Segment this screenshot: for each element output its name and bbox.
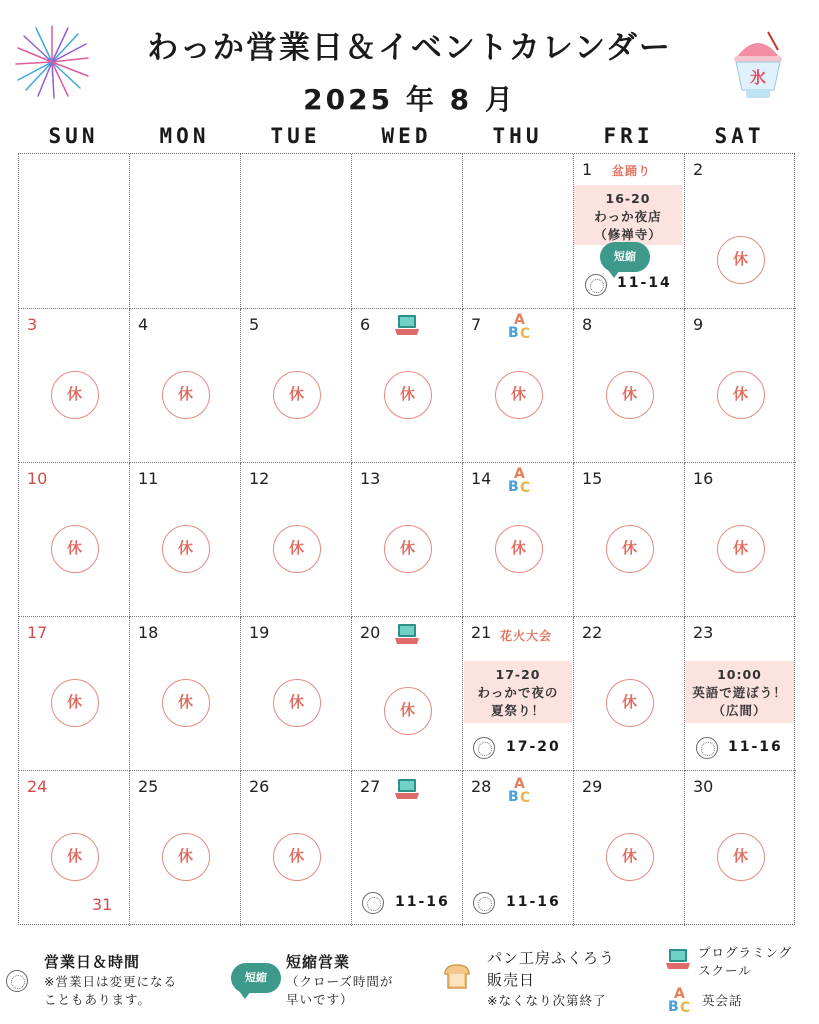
day-number-27: 27 (360, 777, 381, 796)
calendar-cell (463, 154, 574, 309)
laptop-icon (664, 947, 692, 971)
event-place: （広間） (712, 703, 767, 718)
abc-blocks-icon: A B C (508, 312, 531, 342)
day-number-4: 4 (138, 315, 149, 334)
closed-badge: 休 (384, 687, 432, 735)
closed-badge: 休 (717, 833, 765, 881)
event-title: わっかで夜の (477, 685, 559, 700)
day-number-8: 8 (582, 315, 593, 334)
day-number-2: 2 (693, 160, 704, 179)
day-number-18: 18 (138, 623, 159, 642)
closed-badge: 休 (384, 371, 432, 419)
wakka-logo-icon (6, 970, 28, 992)
closed-badge: 休 (51, 525, 99, 573)
legend-programming (698, 944, 792, 980)
calendar-cell (241, 154, 352, 309)
wakka-logo-icon (696, 737, 718, 759)
day-number-19: 19 (249, 623, 270, 642)
legend-hours-title: 営業日＆時間 (44, 953, 141, 971)
abc-blocks-icon: A B C (668, 986, 691, 1016)
legend-bread-title-line: パン工房ふくろう (487, 949, 616, 967)
closed-badge: 休 (51, 679, 99, 727)
day-number-20: 20 (360, 623, 381, 642)
day-number-10: 10 (27, 469, 48, 488)
wakka-logo-icon (585, 274, 607, 296)
day-number-12: 12 (249, 469, 270, 488)
closed-badge: 休 (384, 525, 432, 573)
closed-badge: 休 (606, 525, 654, 573)
abc-blocks-icon: A B C (508, 776, 531, 806)
laptop-icon (393, 622, 421, 646)
day-number-21: 21 (471, 623, 492, 642)
event-time: 17-20 (495, 667, 541, 682)
closed-badge: 休 (717, 236, 765, 284)
day-number-26: 26 (249, 777, 270, 796)
closed-badge: 休 (51, 833, 99, 881)
closed-badge: 休 (606, 371, 654, 419)
closed-badge: 休 (717, 525, 765, 573)
closed-badge: 休 (606, 833, 654, 881)
month-label: 2025 年 8 月 (303, 83, 516, 116)
wakka-logo-icon (473, 737, 495, 759)
closed-badge: 休 (162, 833, 210, 881)
day-number-25: 25 (138, 777, 159, 796)
day-number-3: 3 (27, 315, 38, 334)
legend-bread-title (487, 947, 615, 991)
page-title: わっか営業日＆イベントカレンダー (147, 30, 672, 66)
day-number-14: 14 (471, 469, 492, 488)
day-number-16: 16 (693, 469, 714, 488)
closed-badge: 休 (273, 525, 321, 573)
calendar-cell (130, 154, 241, 309)
closed-badge: 休 (273, 833, 321, 881)
closed-badge: 休 (273, 371, 321, 419)
weekday-fri: FRI (603, 124, 654, 148)
event-place: （修禅寺） (594, 227, 662, 242)
legend-programming-line: スクール (698, 963, 752, 978)
day-number-11: 11 (138, 469, 159, 488)
calendar-grid (18, 153, 795, 925)
calendar-cell (352, 154, 463, 309)
weekday-sat: SAT (714, 124, 765, 148)
closed-badge: 休 (51, 371, 99, 419)
closed-badge: 休 (495, 525, 543, 573)
event-subtitle: 夏祭り！ (490, 703, 545, 718)
event-tag-fireworks: 花火大会 (500, 629, 553, 643)
legend-hours-note-line: ※営業日は変更になる (44, 974, 177, 989)
legend-english: 英会話 (702, 993, 743, 1008)
day-number-5: 5 (249, 315, 260, 334)
event-title: 英語で遊ぼう！ (692, 685, 787, 700)
closed-badge: 休 (273, 679, 321, 727)
day-number-22: 22 (582, 623, 603, 642)
weekday-tue: TUE (270, 124, 321, 148)
legend-bread-note: ※なくなり次第終了 (487, 993, 607, 1008)
laptop-icon (393, 777, 421, 801)
wakka-logo-icon (473, 892, 495, 914)
calendar-cell (19, 154, 130, 309)
day-number-30: 30 (693, 777, 714, 796)
closed-badge: 休 (162, 371, 210, 419)
weekday-mon: MON (159, 124, 210, 148)
business-hours: 11-14 (617, 275, 672, 291)
legend-short-note-line: （クローズ時間が (286, 974, 394, 989)
abc-blocks-icon: A B C (508, 466, 531, 496)
day-number-7: 7 (471, 315, 482, 334)
business-hours: 11-16 (395, 894, 450, 910)
short-hours-badge: 短縮 (600, 242, 650, 272)
event-box-night-market (574, 185, 682, 245)
laptop-icon (393, 313, 421, 337)
legend-programming-line: プログラミング (698, 945, 793, 960)
weekday-sun: SUN (48, 124, 99, 148)
svg-text:氷: 氷 (749, 68, 767, 87)
closed-badge: 休 (606, 679, 654, 727)
day-number-31: 31 (92, 895, 113, 914)
legend-bread-title-line: 販売日 (487, 971, 536, 989)
event-box-summer-festival (464, 661, 572, 723)
event-time: 16-20 (605, 191, 651, 206)
short-hours-badge: 短縮 (231, 963, 281, 993)
legend-short-note-line: 早いです） (286, 992, 354, 1007)
day-number-9: 9 (693, 315, 704, 334)
day-number-23: 23 (693, 623, 714, 642)
legend-hours-note-line: こともあります。 (44, 992, 152, 1007)
day-number-6: 6 (360, 315, 371, 334)
weekday-thu: THU (492, 124, 543, 148)
day-number-24: 24 (27, 777, 48, 796)
day-number-29: 29 (582, 777, 603, 796)
closed-badge: 休 (495, 371, 543, 419)
wakka-logo-icon (362, 892, 384, 914)
event-box-english-play (685, 661, 794, 723)
event-tag-bon-odori: 盆踊り (612, 164, 652, 178)
closed-badge: 休 (717, 371, 765, 419)
weekday-wed: WED (381, 124, 432, 148)
day-number-15: 15 (582, 469, 603, 488)
event-time: 10:00 (717, 667, 762, 682)
legend-short-title: 短縮営業 (286, 953, 351, 971)
business-hours: 11-16 (506, 894, 561, 910)
day-number-17: 17 (27, 623, 48, 642)
closed-badge: 休 (162, 679, 210, 727)
day-number-13: 13 (360, 469, 381, 488)
day-number-28: 28 (471, 777, 492, 796)
closed-badge: 休 (162, 525, 210, 573)
legend-hours-note (44, 973, 177, 1009)
business-hours: 11-16 (728, 739, 783, 755)
shaved-ice-icon (728, 28, 788, 104)
business-hours: 17-20 (506, 739, 561, 755)
event-title: わっか夜店 (594, 209, 662, 224)
legend-short-note (286, 973, 393, 1009)
bread-icon (442, 962, 472, 990)
day-number-1: 1 (582, 160, 593, 179)
